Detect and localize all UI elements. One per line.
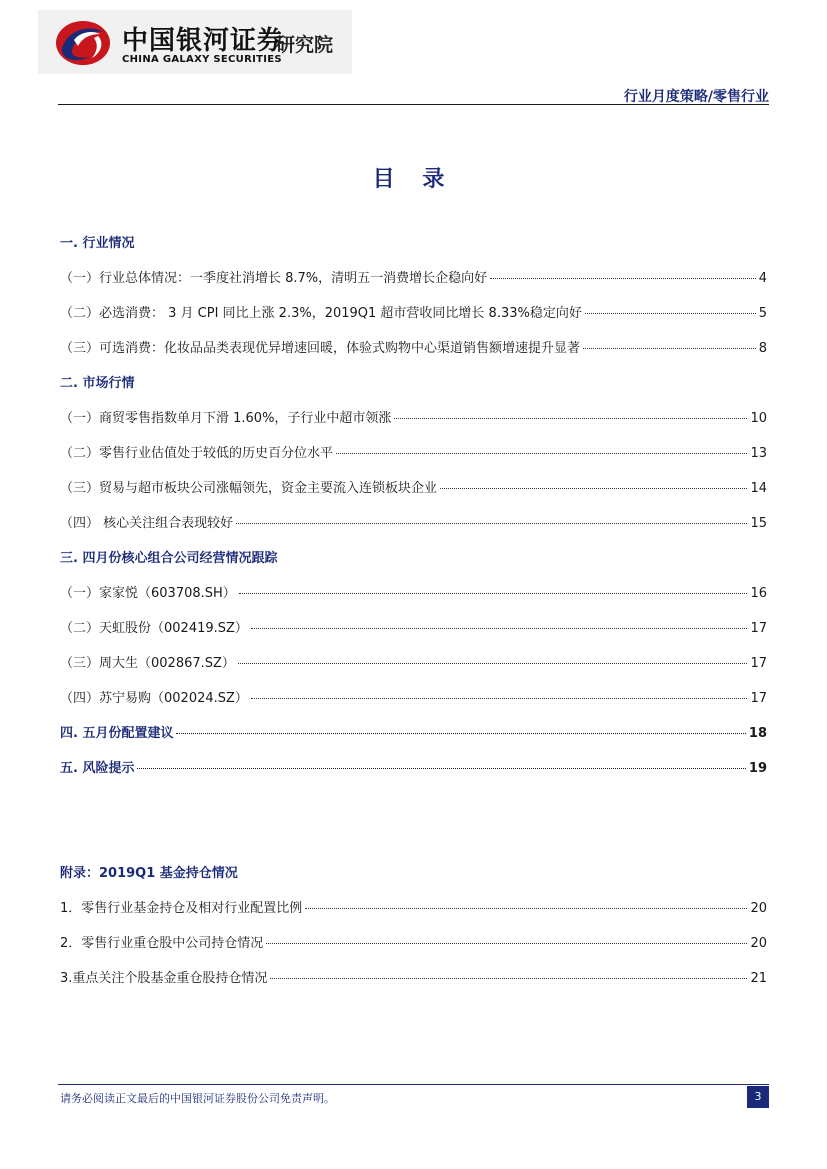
toc-leader-dots (583, 347, 756, 349)
toc-entry[interactable] (60, 897, 767, 916)
toc-entry-page: 17 (750, 621, 767, 636)
header-divider (58, 104, 769, 105)
toc-entry[interactable] (60, 687, 767, 706)
toc-entry-label: （二）零售行业估值处于较低的历史百分位水平 (60, 446, 334, 461)
toc-section-heading[interactable]: 一. 行业情况 (60, 236, 135, 251)
toc-entry-label: （一）行业总体情况：一季度社消增长 8.7%，清明五一消费增长企稳向好 (60, 271, 488, 286)
toc-entry-page: 20 (750, 936, 767, 951)
toc-section-entry[interactable] (60, 722, 767, 741)
toc-leader-dots (266, 942, 747, 944)
footer-divider (58, 1084, 769, 1085)
toc-entry-page: 13 (750, 446, 767, 461)
toc-entry-page: 8 (758, 341, 767, 356)
toc-entry-label: （二）天虹股份（002419.SZ） (60, 621, 248, 636)
toc-entry-page: 20 (750, 901, 767, 916)
page-number: 3 (747, 1086, 769, 1108)
appendix-heading[interactable]: 附录：2019Q1 基金持仓情况 (60, 866, 238, 881)
toc-entry-page: 10 (750, 411, 767, 426)
toc-leader-dots (236, 522, 747, 524)
logo-name-cn: 中国银河证券 (122, 26, 285, 56)
toc-entry-page: 17 (750, 656, 767, 671)
toc-entry[interactable] (60, 442, 767, 461)
toc-entry-page: 14 (750, 481, 767, 496)
company-logo (38, 10, 352, 74)
toc-entry-label: 2．零售行业重仓股中公司持仓情况 (60, 936, 264, 951)
toc-entry-page: 19 (748, 761, 767, 776)
toc-leader-dots (490, 277, 756, 279)
toc-section-heading[interactable]: 二. 市场行情 (60, 376, 135, 391)
toc-entry[interactable] (60, 967, 767, 986)
toc-leader-dots (176, 732, 745, 734)
toc-entry-label: （三）贸易与超市板块公司涨幅领先，资金主要流入连锁板块企业 (60, 481, 438, 496)
toc-leader-dots (137, 767, 745, 769)
toc-entry-page: 4 (758, 271, 767, 286)
toc-entry[interactable] (60, 267, 767, 286)
toc-entry[interactable] (60, 932, 767, 951)
toc-entry-label: 四. 五月份配置建议 (60, 726, 174, 741)
toc-title: 目 录 (372, 167, 455, 192)
toc-entry[interactable] (60, 337, 767, 356)
toc-entry-page: 21 (750, 971, 767, 986)
toc-entry-label: （二）必选消费： 3 月 CPI 同比上涨 2.3%，2019Q1 超市营收同比增长 8.33%稳定向好 (60, 306, 582, 321)
toc-section-entry[interactable] (60, 757, 767, 776)
toc-section-heading[interactable]: 三. 四月份核心组合公司经营情况跟踪 (60, 551, 278, 566)
toc-leader-dots (251, 627, 748, 629)
toc-entry-label: （三）可选消费：化妆品品类表现优异增速回暖，体验式购物中心渠道销售额增速提升显著 (60, 341, 581, 356)
toc-entry-label: 1．零售行业基金持仓及相对行业配置比例 (60, 901, 303, 916)
toc-entry[interactable] (60, 652, 767, 671)
toc-entry-page: 18 (748, 726, 767, 741)
toc-leader-dots (440, 487, 747, 489)
toc-leader-dots (336, 452, 747, 454)
galaxy-logo-icon (54, 18, 112, 68)
toc-entry-label: （三）周大生（002867.SZ） (60, 656, 235, 671)
toc-entry[interactable] (60, 512, 767, 531)
toc-entry-label: （四）苏宁易购（002024.SZ） (60, 691, 248, 706)
report-category: 行业月度策略/零售行业 (623, 89, 769, 105)
toc-entry[interactable] (60, 582, 767, 601)
toc-entry[interactable] (60, 302, 767, 321)
toc-leader-dots (239, 592, 748, 594)
toc-entry-page: 16 (750, 586, 767, 601)
toc-entry-page: 5 (758, 306, 767, 321)
toc-entry[interactable] (60, 407, 767, 426)
toc-leader-dots (251, 697, 748, 699)
toc-leader-dots (585, 312, 756, 314)
toc-entry-label: （一）家家悦（603708.SH） (60, 586, 236, 601)
toc-leader-dots (238, 662, 748, 664)
toc-entry[interactable] (60, 477, 767, 496)
toc-entry-page: 17 (750, 691, 767, 706)
logo-name-en: CHINA GALAXY SECURITIES (122, 54, 282, 65)
toc-entry-page: 15 (750, 516, 767, 531)
toc-entry-label: 3.重点关注个股基金重仓股持仓情况 (60, 971, 268, 986)
toc-leader-dots (270, 977, 747, 979)
toc-leader-dots (394, 417, 747, 419)
toc-entry-label: （四） 核心关注组合表现较好 (60, 516, 234, 531)
toc-entry-label: （一）商贸零售指数单月下滑 1.60%，子行业中超市领涨 (60, 411, 392, 426)
toc-entry-label: 五. 风险提示 (60, 761, 135, 776)
footer-disclaimer: 请务必阅读正文最后的中国银河证券股份公司免责声明。 (60, 1092, 335, 1105)
toc-leader-dots (305, 907, 747, 909)
logo-institute: 研究院 (276, 34, 334, 56)
toc-entry[interactable] (60, 617, 767, 636)
